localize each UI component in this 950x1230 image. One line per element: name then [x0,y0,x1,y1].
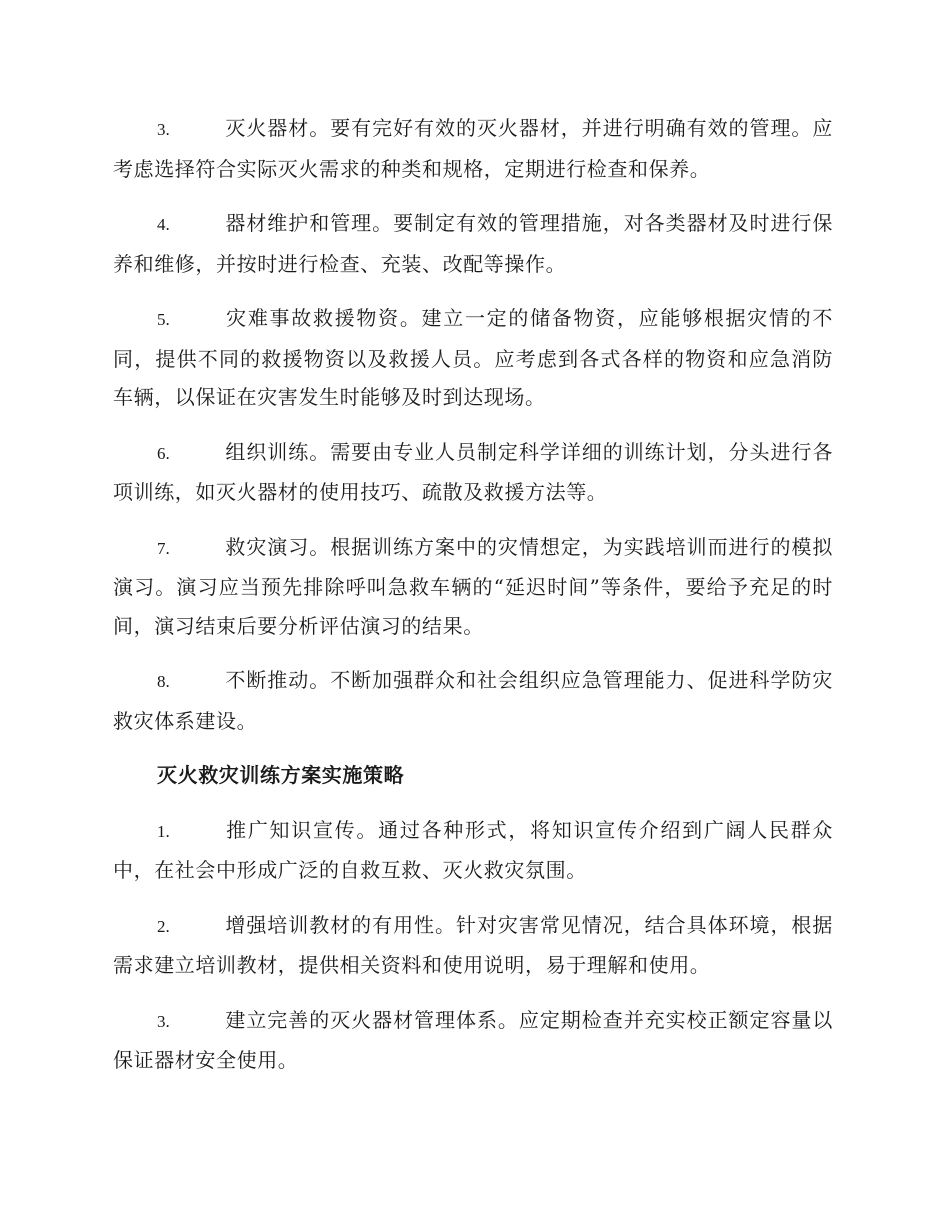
list-item-number: 2. [157,916,170,936]
list-item [113,109,833,188]
list-item-text: 建立完善的灭火器材管理体系。应定期检查并充实校正额定容量以保证器材安全使用。 [113,1007,833,1072]
list-item-number: 3. [157,1011,170,1031]
list-item-text: 增强培训教材的有用性。针对灾害常见情况，结合具体环境，根据需求建立培训教材，提供相关资料和使用说明，易于理解和使用。 [113,912,833,977]
list-item [113,811,833,890]
list-item-text: 器材维护和管理。要制定有效的管理措施，对各类器材及时进行保养和维修，并按时进行检查、充装、改配等操作。 [113,211,833,276]
list-item-number: 1. [157,821,170,841]
list-item [113,906,833,985]
list-item [113,299,833,417]
section-heading: 灭火救灾训练方案实施策略 [157,763,405,787]
list-item [113,661,833,740]
list-item-number: 5. [157,310,170,329]
list-item-text: 灭火器材。要有完好有效的灭火器材，并进行明确有效的管理。应考虑选择符合实际灭火需求的种类和规格，定期进行检查和保养。 [113,116,833,181]
list-item-number: 6. [157,443,170,463]
list-item-number: 3. [157,120,170,139]
list-item [113,1001,833,1080]
list-item-text: 组织训练。需要由专业人员制定科学详细的训练计划，分头进行各项训练，如灭火器材的使用技巧、疏散及救援方法等。 [113,439,833,504]
list-item-text: 推广知识宣传。通过各种形式，将知识宣传介绍到广阔人民群众中，在社会中形成广泛的自救互救、灭火救灾氛围。 [113,817,833,882]
list-item-text: 不断推动。不断加强群众和社会组织应急管理能力、促进科学防灾救灾体系建设。 [113,668,833,733]
list-item-number: 7. [157,538,170,558]
list-item [113,433,833,512]
list-item [113,204,833,283]
list-item-number: 8. [157,672,170,691]
document-body [113,109,833,1096]
list-item-text: 灾难事故救援物资。建立一定的储备物资，应能够根据灾情的不同，提供不同的救援物资以及救援人员。应考虑到各式各样的物资和应急消防车辆，以保证在灾害发生时能够及时到达现场。 [113,306,833,409]
list-item-number: 4. [157,215,170,234]
list-item [113,528,833,646]
list-item-text: 救灾演习。根据训练方案中的灾情想定，为实践培训而进行的模拟演习。演习应当预先排除呼叫急救车辆的“延迟时间”等条件，要给予充足的时间，演习结束后要分析评估演习的结果。 [113,534,833,638]
